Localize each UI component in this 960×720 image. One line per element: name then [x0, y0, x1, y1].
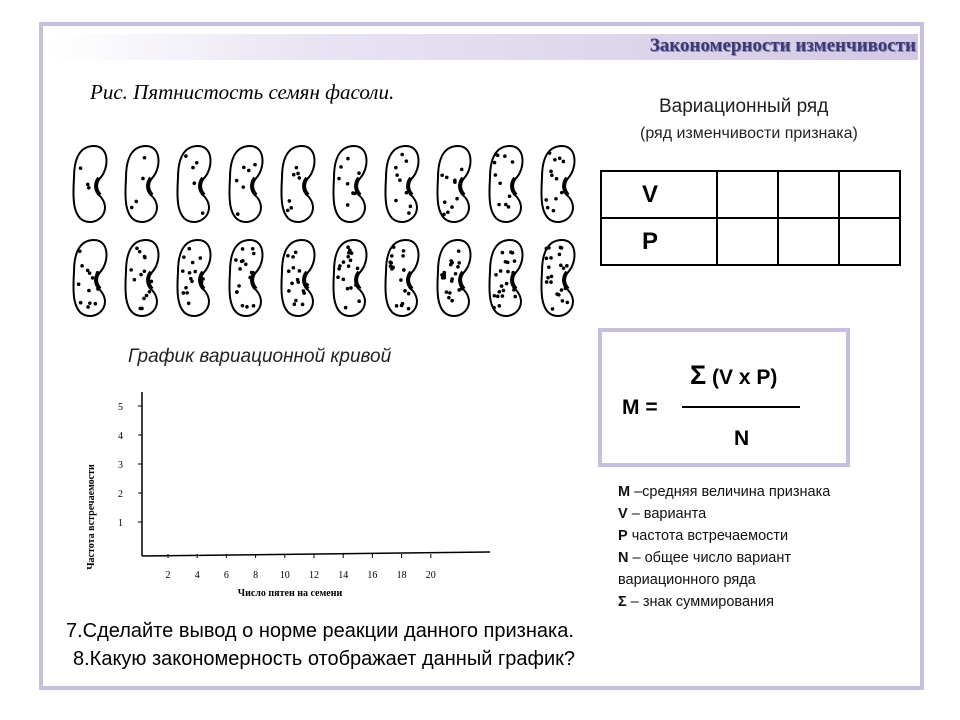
legend-item: вариационного ряда — [618, 572, 756, 588]
table-cell[interactable] — [839, 171, 900, 218]
y-tick-label: 1 — [118, 518, 123, 529]
figure-caption: Рис. Пятнистость семян фасоли. — [90, 80, 395, 104]
legend-item: N – общее число вариант — [618, 550, 792, 566]
formula-denominator: N — [734, 427, 750, 450]
y-tick-label: 3 — [118, 460, 123, 471]
variation-curve-axes — [80, 382, 510, 604]
bean-seed — [489, 146, 522, 222]
table-row — [601, 171, 900, 218]
bean-seed — [541, 240, 574, 316]
x-axis — [142, 552, 490, 556]
bean-seed — [229, 240, 262, 316]
bean-seed — [541, 146, 574, 222]
x-tick-label: 20 — [425, 570, 436, 581]
x-axis-label: Число пятен на семени — [237, 588, 343, 599]
bean-seed — [73, 240, 106, 316]
x-tick-label: 2 — [165, 570, 171, 581]
bean-seed — [437, 146, 470, 222]
table-cell[interactable] — [717, 171, 778, 218]
bean-seed — [333, 146, 366, 222]
y-tick-label: 2 — [118, 489, 123, 500]
bean-seed — [177, 146, 210, 222]
table-cell[interactable] — [717, 218, 778, 265]
x-tick-label: 6 — [223, 570, 229, 581]
bean-seed — [437, 240, 470, 316]
bean-seed — [281, 146, 314, 222]
bean-seed — [385, 146, 418, 222]
legend-item: P частота встречаемости — [618, 528, 789, 544]
x-tick-label: 8 — [253, 570, 259, 581]
formula-numerator — [690, 360, 777, 391]
bean-seeds-figure — [68, 135, 584, 331]
legend-item: V – варианта — [618, 506, 707, 522]
slide-title: Закономерности изменчивости — [649, 35, 916, 56]
legend-item: M –средняя величина признака — [618, 484, 831, 500]
legend-item: Σ – знак суммирования — [618, 594, 774, 610]
table-row — [601, 218, 900, 265]
x-tick-label: 18 — [396, 570, 407, 581]
row-label-v: V — [601, 171, 717, 218]
x-tick-label: 12 — [309, 570, 319, 581]
question-7: 7.Сделайте вывод о норме реакции данного признака. — [66, 620, 574, 642]
question-8: 8.Какую закономерность отображает данный график? — [73, 648, 575, 670]
bean-seed — [489, 240, 522, 316]
row-label-p: P — [601, 218, 717, 265]
formula-numerator-text: (V x P) — [706, 366, 778, 389]
mean-formula-box — [598, 328, 850, 467]
x-tick-label: 10 — [279, 570, 290, 581]
bean-seed — [229, 146, 262, 222]
y-tick-label: 4 — [118, 431, 123, 442]
bean-seed — [281, 240, 314, 316]
y-tick-label: 5 — [118, 402, 123, 413]
table-cell[interactable] — [778, 218, 839, 265]
variation-series-title: Вариационный ряд — [659, 96, 829, 117]
x-tick-label: 4 — [194, 570, 200, 581]
y-axis-label: Частота встречаемости — [86, 464, 97, 570]
fraction-line — [682, 406, 800, 408]
x-tick-label: 14 — [338, 570, 349, 581]
variation-series-table — [600, 170, 901, 266]
bean-seed — [333, 240, 366, 316]
table-cell[interactable] — [839, 218, 900, 265]
variation-series-subtitle: (ряд изменчивости признака) — [640, 125, 858, 142]
bean-seed — [73, 146, 106, 222]
bean-seed — [385, 240, 418, 316]
bean-seed — [177, 240, 210, 316]
bean-seed — [125, 146, 158, 222]
bean-seed — [125, 240, 158, 316]
formula-lhs: M = — [622, 396, 658, 419]
formula-legend — [618, 481, 830, 613]
graph-title: График вариационной кривой — [128, 346, 392, 367]
x-tick-label: 16 — [367, 570, 378, 581]
sigma-symbol: Σ — [690, 360, 707, 390]
table-cell[interactable] — [778, 171, 839, 218]
